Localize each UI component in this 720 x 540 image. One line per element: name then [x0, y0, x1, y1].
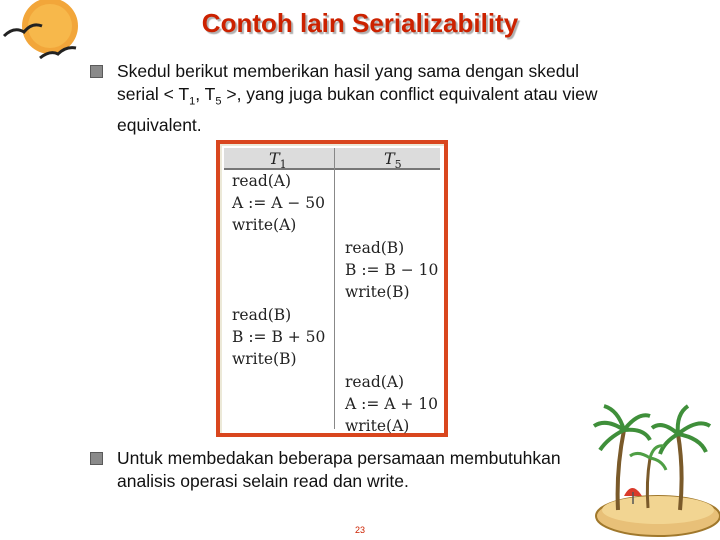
t5-op: read(A) — [345, 373, 405, 391]
t1-op: A := A − 50 — [232, 194, 326, 212]
t5-op: write(A) — [345, 417, 410, 435]
bullet-item-2 — [90, 447, 610, 493]
t1-op: read(B) — [232, 306, 292, 324]
schedule-table — [216, 140, 448, 437]
schedule-header — [224, 148, 440, 170]
t1-op: write(B) — [232, 350, 297, 368]
slide-title: Contoh lain Serializability — [201, 8, 519, 38]
bullet-marker — [90, 452, 103, 465]
palm-island-icon — [588, 400, 720, 540]
t5-op: B := B − 10 — [345, 261, 439, 279]
t1-op: read(A) — [232, 172, 292, 190]
t5-op: write(B) — [345, 283, 410, 301]
bullet-text-2: Untuk membedakan beberapa persamaan membutuhkan analisis operasi selain read dan write. — [117, 448, 561, 491]
t1-op: B := B + 50 — [232, 328, 326, 346]
bullet-marker — [90, 65, 103, 78]
t5-op: read(B) — [345, 239, 405, 257]
slide-number: 23 — [354, 525, 365, 535]
t1-op: write(A) — [232, 216, 297, 234]
header-t5: $T_5$ — [384, 149, 402, 172]
bullet-text-1: Skedul berikut memberikan hasil yang sama dengan skedul serial < $T_1$, $T_5$ >, yang juga bukan conflict equivalent atau view equivalent. — [117, 61, 598, 135]
header-t1: $T_1$ — [269, 149, 287, 172]
t5-op: A := A + 10 — [345, 395, 439, 413]
bullet-item-1 — [90, 60, 610, 137]
column-divider — [334, 148, 335, 429]
